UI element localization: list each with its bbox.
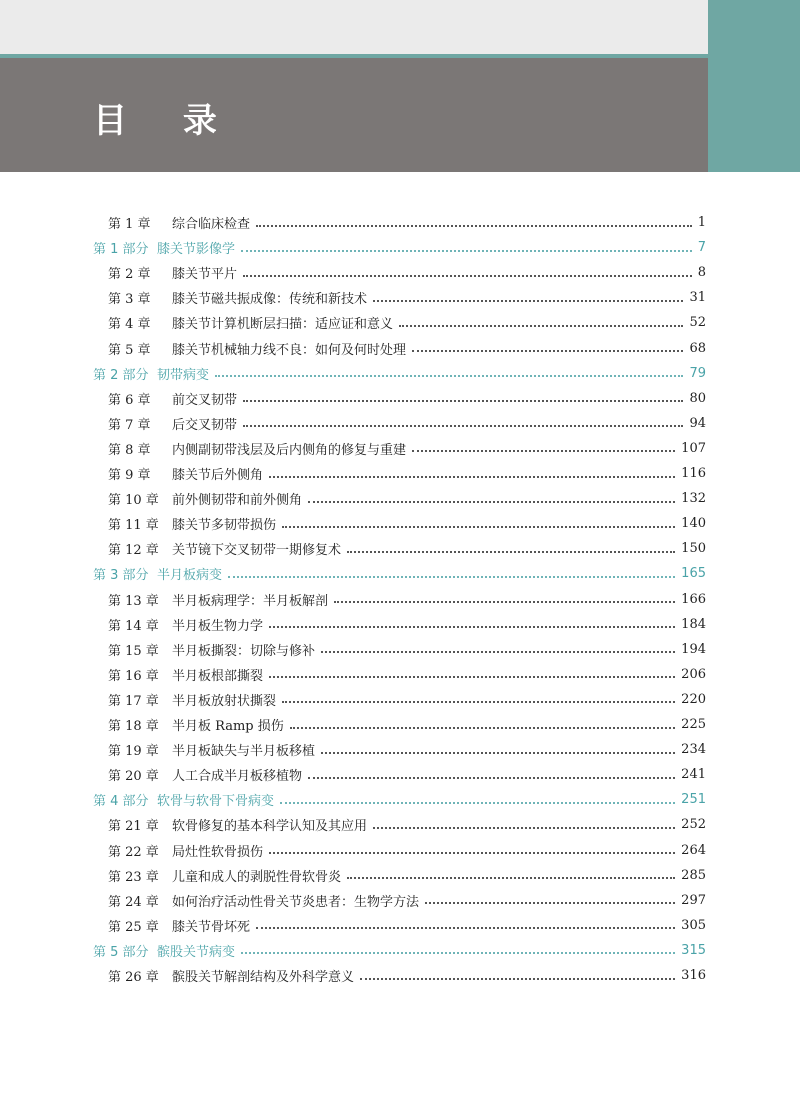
toc-chapter-row[interactable] (108, 662, 706, 687)
toc-part-row[interactable] (93, 561, 706, 586)
chapter-number: 第 23 章 (108, 869, 159, 885)
chapter-number: 第 20 章 (108, 769, 159, 785)
page-number: 140 (681, 516, 706, 532)
page-number: 107 (681, 440, 706, 456)
chapter-number: 第 19 章 (108, 744, 159, 760)
page-number: 220 (681, 691, 706, 707)
chapter-number: 第 17 章 (108, 693, 159, 709)
toc-chapter-row[interactable] (108, 888, 706, 913)
chapter-title: 膝关节计算机断层扫描：适应证和意义 (172, 317, 394, 333)
page-number: 166 (681, 591, 706, 607)
dot-leader (241, 952, 675, 954)
dot-leader (334, 601, 675, 603)
toc-chapter-row[interactable] (108, 812, 706, 837)
part-number: 第 3 部分 (93, 568, 149, 584)
dot-leader (347, 877, 675, 879)
page-number: 68 (689, 340, 706, 356)
page-number: 264 (681, 842, 706, 858)
part-title: 软骨与软骨下骨病变 (157, 794, 275, 810)
header-top-strip (0, 0, 708, 54)
dot-leader (256, 225, 692, 227)
page-number: 52 (689, 315, 706, 331)
chapter-number: 第 13 章 (108, 593, 159, 609)
chapter-number: 第 5 章 (108, 342, 151, 358)
toc-part-row[interactable] (93, 938, 706, 963)
dot-leader (308, 777, 675, 779)
page-number: 285 (681, 867, 706, 883)
dot-leader (360, 978, 675, 980)
page-number: 1 (697, 215, 706, 230)
part-title: 髌股关节病变 (157, 944, 236, 960)
chapter-number: 第 4 章 (108, 317, 151, 333)
dot-leader (412, 350, 683, 352)
chapter-number: 第 14 章 (108, 618, 159, 634)
toc-chapter-row[interactable] (108, 737, 706, 762)
dot-leader (321, 651, 675, 653)
dot-leader (290, 727, 675, 729)
part-number: 第 5 部分 (93, 944, 149, 960)
chapter-number: 第 7 章 (108, 417, 151, 433)
dot-leader (308, 501, 675, 503)
part-title: 韧带病变 (157, 367, 210, 383)
chapter-number: 第 18 章 (108, 719, 159, 734)
chapter-title: 半月板根部撕裂 (172, 668, 264, 684)
chapter-number: 第 8 章 (108, 442, 151, 458)
page-number: 297 (681, 892, 706, 908)
chapter-number: 第 3 章 (108, 292, 151, 308)
toc-chapter-row[interactable] (108, 637, 706, 662)
toc-chapter-row[interactable] (108, 913, 706, 938)
page-number: 8 (697, 265, 706, 281)
dot-leader (373, 300, 683, 302)
page-number: 206 (681, 666, 706, 682)
chapter-number: 第 2 章 (108, 267, 151, 283)
chapter-number: 第 12 章 (108, 543, 159, 559)
chapter-title: 后交叉韧带 (172, 417, 238, 433)
dot-leader (269, 852, 675, 854)
toc-chapter-row[interactable] (108, 461, 706, 486)
dot-leader (280, 802, 675, 804)
chapter-title: 膝关节骨坏死 (172, 919, 251, 935)
chapter-title: 膝关节多韧带损伤 (172, 518, 277, 534)
chapter-number: 第 26 章 (108, 970, 159, 985)
toc-chapter-row[interactable] (108, 210, 706, 235)
page-number: 31 (689, 290, 706, 306)
toc-chapter-row[interactable] (108, 310, 706, 335)
page-number: 194 (681, 641, 706, 657)
page-number: 305 (681, 917, 706, 933)
page-number: 315 (681, 942, 706, 958)
chapter-title: 半月板撕裂：切除与修补 (172, 643, 316, 659)
chapter-number: 第 22 章 (108, 844, 159, 860)
part-title: 膝关节影像学 (157, 242, 236, 258)
toc-chapter-row[interactable] (108, 587, 706, 612)
chapter-title: 前交叉韧带 (172, 392, 238, 408)
chapter-number: 第 25 章 (108, 919, 159, 935)
chapter-title: 人工合成半月板移植物 (172, 769, 303, 785)
toc-chapter-row[interactable] (108, 863, 706, 888)
toc-chapter-row[interactable] (108, 336, 706, 361)
toc-chapter-row[interactable] (108, 963, 706, 988)
toc-chapter-row[interactable] (108, 712, 706, 737)
chapter-number: 第 16 章 (108, 668, 159, 684)
corner-accent-block (708, 0, 800, 172)
dot-leader (399, 325, 683, 327)
chapter-title: 膝关节磁共振成像：传统和新技术 (172, 292, 368, 308)
toc-chapter-row[interactable] (108, 411, 706, 436)
toc-chapter-row[interactable] (108, 536, 706, 561)
part-title: 半月板病变 (157, 568, 223, 584)
page-number: 94 (689, 415, 706, 431)
page-number: 132 (681, 491, 706, 507)
chapter-title: 综合临床检查 (172, 217, 251, 232)
chapter-title: 半月板病理学：半月板解剖 (172, 593, 329, 609)
toc-chapter-row[interactable] (108, 838, 706, 863)
page-number: 80 (689, 390, 706, 406)
chapter-number: 第 11 章 (108, 518, 159, 534)
page-number: 79 (689, 365, 706, 381)
chapter-title: 膝关节机械轴力线不良：如何及何时处理 (172, 342, 407, 358)
chapter-number: 第 15 章 (108, 643, 159, 659)
chapter-title: 内侧副韧带浅层及后内侧角的修复与重建 (172, 442, 407, 458)
chapter-title: 软骨修复的基本科学认知及其应用 (172, 819, 368, 835)
toc-chapter-row[interactable] (108, 386, 706, 411)
toc-chapter-row[interactable] (108, 436, 706, 461)
chapter-number: 第 6 章 (108, 392, 151, 408)
dot-leader (269, 476, 675, 478)
chapter-number: 第 21 章 (108, 819, 159, 835)
dot-leader (321, 752, 675, 754)
chapter-title: 膝关节平片 (172, 267, 238, 283)
page-number: 7 (697, 240, 706, 256)
part-number: 第 1 部分 (93, 242, 149, 258)
toc-chapter-row[interactable] (108, 486, 706, 511)
part-number: 第 2 部分 (93, 367, 149, 383)
dot-leader (269, 676, 675, 678)
chapter-number: 第 24 章 (108, 894, 159, 910)
chapter-title: 半月板生物力学 (172, 618, 264, 634)
chapter-number: 第 10 章 (108, 493, 159, 509)
chapter-title: 如何治疗活动性骨关节炎患者：生物学方法 (172, 894, 420, 910)
page-number: 252 (681, 817, 706, 833)
chapter-title: 儿童和成人的剥脱性骨软骨炎 (172, 869, 342, 885)
page-number: 150 (681, 541, 706, 557)
page-number: 234 (681, 742, 706, 758)
chapter-title: 前外侧韧带和前外侧角 (172, 493, 303, 509)
chapter-title: 膝关节后外侧角 (172, 468, 264, 483)
dot-leader (241, 250, 692, 252)
dot-leader (373, 827, 675, 829)
chapter-title: 关节镜下交叉韧带一期修复术 (172, 543, 342, 559)
chapter-title: 髌股关节解剖结构及外科学意义 (172, 970, 355, 985)
part-number: 第 4 部分 (93, 794, 149, 810)
toc-chapter-row[interactable] (108, 511, 706, 536)
dot-leader (269, 626, 675, 628)
toc-part-row[interactable] (93, 787, 706, 812)
dot-leader (347, 551, 675, 553)
page-number: 316 (681, 968, 706, 983)
page-number: 241 (681, 767, 706, 783)
toc-part-row[interactable] (93, 361, 706, 386)
dot-leader (243, 425, 683, 427)
dot-leader (282, 526, 675, 528)
chapter-number: 第 9 章 (108, 468, 151, 483)
toc-chapter-row[interactable] (108, 687, 706, 712)
chapter-title: 半月板缺失与半月板移植 (172, 744, 316, 760)
toc-chapter-row[interactable] (108, 612, 706, 637)
dot-leader (215, 375, 683, 377)
chapter-title: 半月板 Ramp 损伤 (172, 719, 284, 734)
chapter-title: 局灶性软骨损伤 (172, 844, 264, 860)
page-number: 251 (681, 792, 706, 808)
dot-leader (228, 576, 675, 578)
dot-leader (243, 275, 692, 277)
page-number: 165 (681, 566, 706, 582)
page-number: 116 (681, 466, 706, 481)
dot-leader (243, 400, 683, 402)
dot-leader (282, 701, 675, 703)
chapter-number: 第 1 章 (108, 217, 151, 232)
toc-part-row[interactable] (93, 235, 706, 260)
toc-chapter-row[interactable] (108, 285, 706, 310)
page-number: 184 (681, 616, 706, 632)
page-number: 225 (681, 717, 706, 732)
toc-chapter-row[interactable] (108, 762, 706, 787)
chapter-title: 半月板放射状撕裂 (172, 693, 277, 709)
dot-leader (256, 927, 675, 929)
dot-leader (412, 450, 675, 452)
dot-leader (425, 902, 675, 904)
page-title: 目 录 (93, 101, 239, 141)
toc-chapter-row[interactable] (108, 260, 706, 285)
